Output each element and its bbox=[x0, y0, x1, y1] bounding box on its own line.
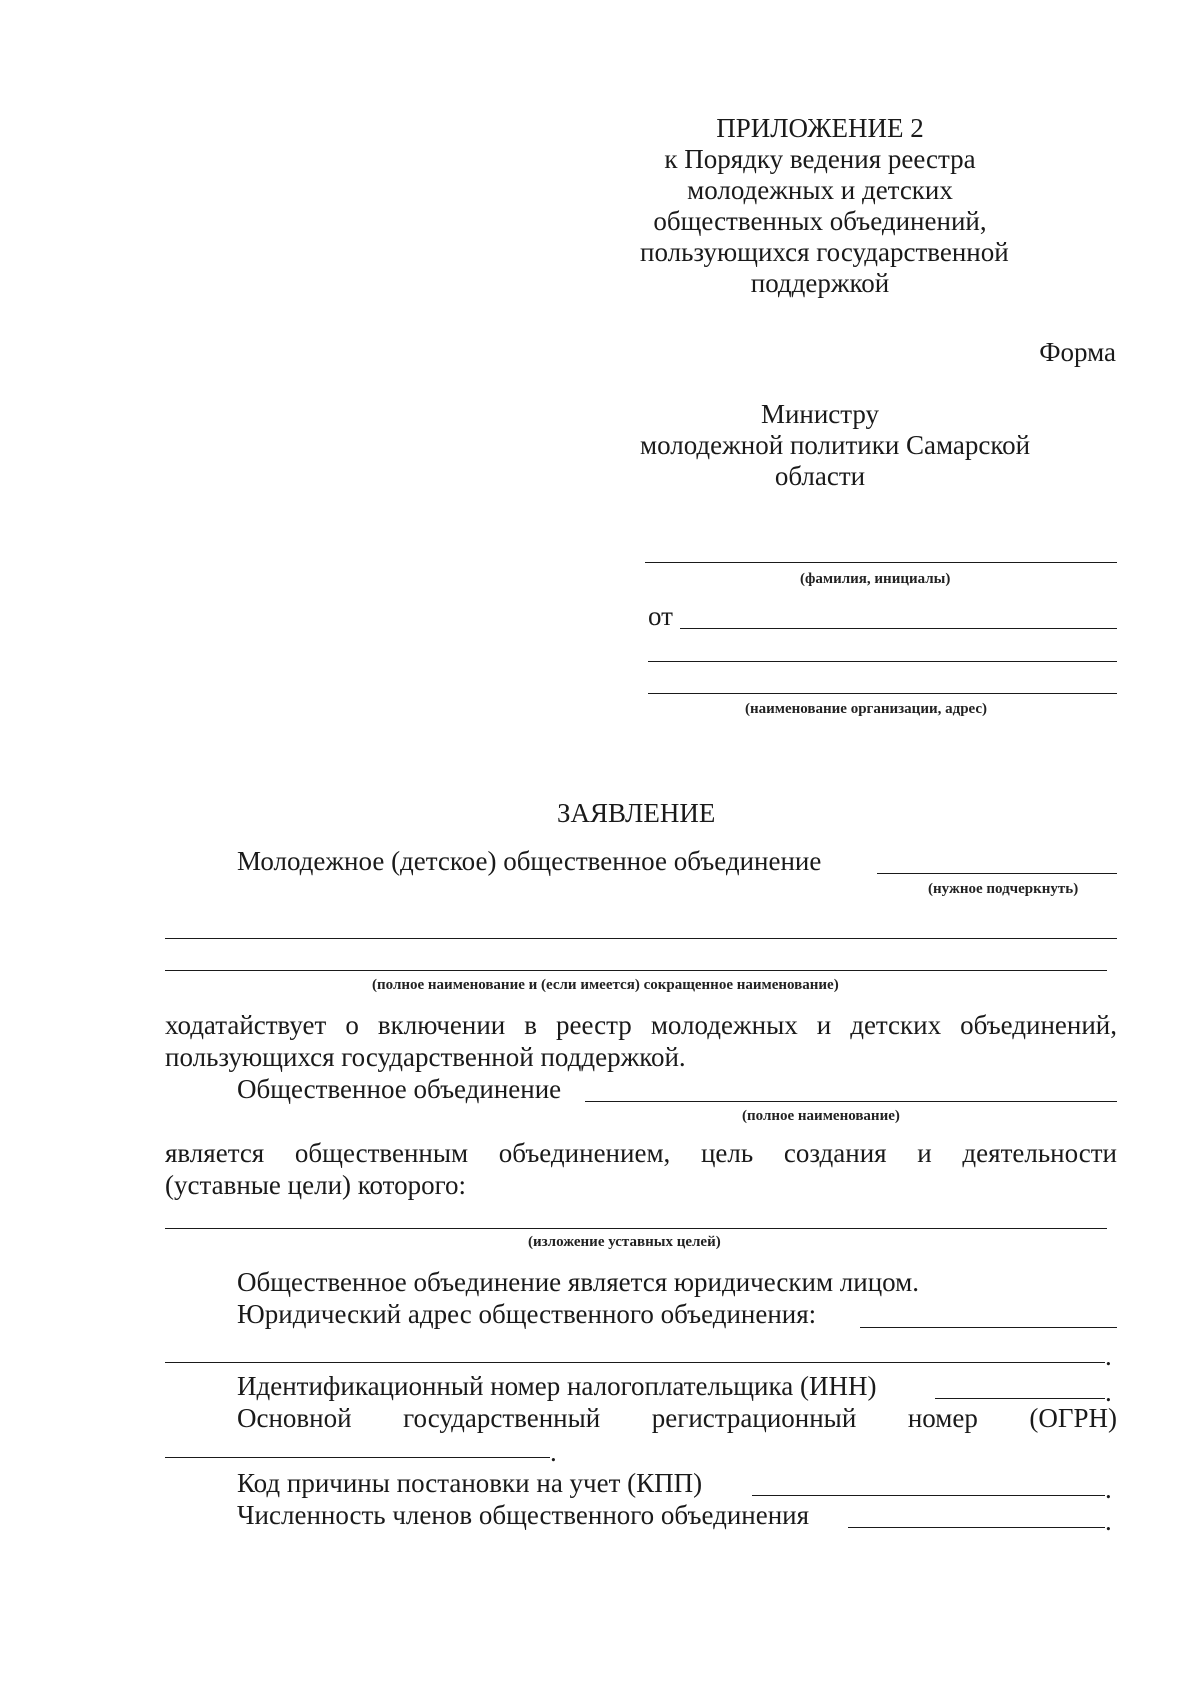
from-label: от bbox=[648, 601, 673, 631]
p1-type-line[interactable] bbox=[877, 873, 1117, 874]
org-full-name-line-2[interactable] bbox=[165, 970, 1107, 971]
p3-text: Общественное объединение bbox=[237, 1074, 562, 1104]
org-caption: (наименование организации, адрес) bbox=[745, 701, 988, 717]
minister-name-caption: (фамилия, инициалы) bbox=[800, 571, 951, 587]
legal-address-label: Юридический адрес общественного объединения: bbox=[237, 1299, 817, 1329]
inn-period: . bbox=[1105, 1377, 1112, 1407]
annex-title: ПРИЛОЖЕНИЕ 2 bbox=[716, 113, 924, 143]
addressee-line-3: области bbox=[774, 461, 866, 491]
annex-line-3: общественных объединений, bbox=[653, 206, 987, 236]
p3-name-line[interactable] bbox=[585, 1101, 1117, 1102]
ogrn-period: . bbox=[550, 1437, 557, 1467]
goals-caption: (изложение уставных целей) bbox=[528, 1234, 721, 1250]
goals-line[interactable] bbox=[165, 1228, 1107, 1229]
p1-text: Молодежное (детское) общественное объединение bbox=[237, 846, 822, 876]
members-line[interactable] bbox=[848, 1527, 1105, 1528]
ogrn-line[interactable] bbox=[165, 1457, 550, 1458]
minister-name-line[interactable] bbox=[645, 562, 1117, 563]
annex-line-1: к Порядку ведения реестра bbox=[664, 144, 976, 174]
p4-line-2: (уставные цели) которого: bbox=[165, 1170, 466, 1200]
form-label: Форма bbox=[1039, 337, 1116, 367]
kpp-line[interactable] bbox=[752, 1495, 1105, 1496]
inn-line[interactable] bbox=[935, 1398, 1105, 1399]
from-line-2[interactable] bbox=[648, 661, 1117, 662]
legal-address-line-1[interactable] bbox=[860, 1327, 1117, 1328]
from-line-1[interactable] bbox=[680, 628, 1117, 629]
addressee-line-1: Министру bbox=[760, 399, 880, 429]
p3-caption: (полное наименование) bbox=[742, 1108, 900, 1124]
legal-entity-text: Общественное объединение является юридическим лицом. bbox=[237, 1267, 920, 1297]
legal-address-period: . bbox=[1105, 1341, 1112, 1371]
p4-line-1: является общественным объединением, цель создания и деятельности bbox=[165, 1138, 1117, 1168]
from-line-3[interactable] bbox=[648, 693, 1117, 694]
org-full-name-caption: (полное наименование и (если имеется) сокращенное наименование) bbox=[372, 977, 839, 993]
inn-label: Идентификационный номер налогоплательщика (ИНН) bbox=[237, 1371, 877, 1401]
addressee-line-2: молодежной политики Самарской bbox=[640, 430, 1031, 460]
legal-address-line-2[interactable] bbox=[165, 1362, 1105, 1363]
p2-line-2: пользующихся государственной поддержкой. bbox=[165, 1042, 686, 1072]
members-period: . bbox=[1105, 1506, 1112, 1536]
statement-title: ЗАЯВЛЕНИЕ bbox=[557, 798, 716, 828]
p2-line-1: ходатайствует о включении в реестр молодежных и детских объединений, bbox=[165, 1010, 1117, 1040]
annex-line-5: поддержкой bbox=[750, 268, 890, 298]
kpp-period: . bbox=[1105, 1474, 1112, 1504]
kpp-label: Код причины постановки на учет (КПП) bbox=[237, 1468, 703, 1498]
members-label: Численность членов общественного объединения bbox=[237, 1500, 810, 1530]
annex-line-4: пользующихся государственной bbox=[640, 237, 1009, 267]
annex-line-2: молодежных и детских bbox=[687, 175, 953, 205]
org-full-name-line-1[interactable] bbox=[165, 938, 1117, 939]
ogrn-label: Основной государственный регистрационный номер (ОГРН) bbox=[237, 1403, 1117, 1433]
p1-caption: (нужное подчеркнуть) bbox=[928, 881, 1079, 897]
